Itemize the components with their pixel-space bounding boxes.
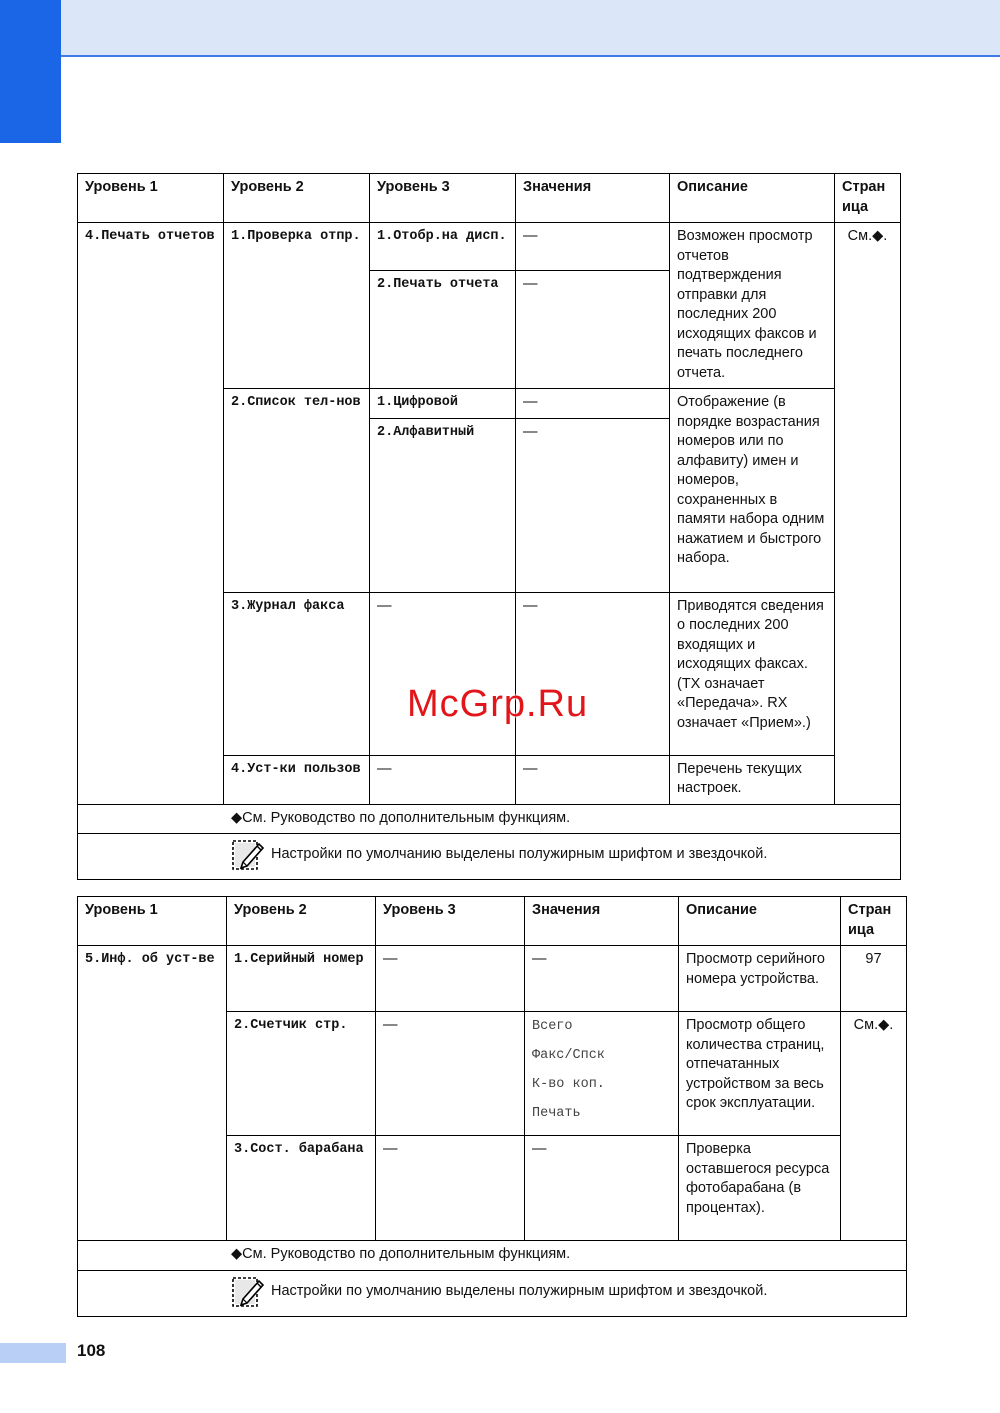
header-page: Стран ица bbox=[835, 174, 901, 223]
description-cell: Отображение (в порядке возрастания номеров или по алфавиту) имен и номеров, сохраненных в памяти набора одним нажатием и быстрого набора. bbox=[670, 389, 835, 593]
level3-cell: 1.Отобр.на дисп. bbox=[370, 223, 516, 271]
chapter-tab bbox=[0, 0, 61, 143]
footnote-row bbox=[78, 1241, 907, 1271]
page-number-strip bbox=[0, 1343, 66, 1363]
note-row bbox=[78, 1270, 907, 1316]
level3-cell: — bbox=[376, 1136, 525, 1241]
header-level1: Уровень 1 bbox=[78, 174, 224, 223]
values-cell: — bbox=[516, 755, 670, 804]
footnote-text: ◆См. Руководство по дополнительным функциям. bbox=[231, 809, 571, 826]
level2-cell: 1.Проверка отпр. bbox=[224, 223, 370, 389]
level1-cell: 5.Инф. об уст-ве bbox=[78, 946, 227, 1241]
header-description: Описание bbox=[670, 174, 835, 223]
values-cell: — bbox=[525, 946, 679, 1012]
level3-cell: — bbox=[376, 1012, 525, 1136]
table-header-row bbox=[78, 174, 901, 223]
page-number: 108 bbox=[77, 1341, 106, 1360]
values-cell bbox=[525, 1012, 679, 1136]
settings-table-2 bbox=[77, 896, 907, 1317]
level3-cell: 1.Цифровой bbox=[370, 389, 516, 419]
page-ref-cell: См.◆. bbox=[835, 223, 901, 805]
level3-cell: 2.Печать отчета bbox=[370, 270, 516, 388]
header-level3: Уровень 3 bbox=[370, 174, 516, 223]
level3-cell: — bbox=[370, 755, 516, 804]
page-ref-cell: 97 bbox=[841, 946, 907, 1012]
level1-cell: 4.Печать отчетов bbox=[78, 223, 224, 805]
settings-table-1 bbox=[77, 173, 901, 880]
note-row bbox=[78, 834, 901, 880]
note-pencil-icon bbox=[231, 1275, 265, 1309]
values-cell: — bbox=[516, 270, 670, 388]
header-level3: Уровень 3 bbox=[376, 897, 525, 946]
values-cell: — bbox=[516, 592, 670, 755]
note-text: Настройки по умолчанию выделены полужирным шрифтом и звездочкой. bbox=[271, 846, 768, 863]
header-level2: Уровень 2 bbox=[227, 897, 376, 946]
value-item: К-во коп. bbox=[532, 1077, 605, 1092]
description-cell: Возможен просмотр отчетов подтверждения отправки для последних 200 исходящих факсов и печать последнего отчета. bbox=[670, 223, 835, 389]
level2-cell: 3.Сост. барабана bbox=[227, 1136, 376, 1241]
values-cell: — bbox=[525, 1136, 679, 1241]
value-item: Всего bbox=[532, 1019, 573, 1034]
level2-cell: 2.Счетчик стр. bbox=[227, 1012, 376, 1136]
level2-cell: 4.Уст-ки пользов bbox=[224, 755, 370, 804]
description-cell: Приводятся сведения о последних 200 входящих и исходящих факсах. (TX означает «Передача». RX означает «Прием».) bbox=[670, 592, 835, 755]
header-level2: Уровень 2 bbox=[224, 174, 370, 223]
level2-cell: 3.Журнал факса bbox=[224, 592, 370, 755]
description-cell: Перечень текущих настроек. bbox=[670, 755, 835, 804]
page-ref-cell: См.◆. bbox=[841, 1012, 907, 1241]
header-page: Стран ица bbox=[841, 897, 907, 946]
header-band bbox=[0, 0, 1000, 57]
header-level1: Уровень 1 bbox=[78, 897, 227, 946]
level3-cell: — bbox=[370, 592, 516, 755]
table-row bbox=[78, 946, 907, 1012]
header-values: Значения bbox=[516, 174, 670, 223]
value-item: Факс/Спск bbox=[532, 1048, 605, 1063]
header-description: Описание bbox=[679, 897, 841, 946]
values-cell: — bbox=[516, 223, 670, 271]
value-item: Печать bbox=[532, 1106, 581, 1121]
note-pencil-icon bbox=[231, 838, 265, 872]
table-header-row bbox=[78, 897, 907, 946]
level2-cell: 1.Серийный номер bbox=[227, 946, 376, 1012]
note-text: Настройки по умолчанию выделены полужирным шрифтом и звездочкой. bbox=[271, 1282, 768, 1299]
table-row bbox=[78, 223, 901, 271]
values-cell: — bbox=[516, 418, 670, 592]
header-values: Значения bbox=[525, 897, 679, 946]
description-cell: Просмотр общего количества страниц, отпечатанных устройством за весь срок эксплуатации. bbox=[679, 1012, 841, 1136]
level3-cell: — bbox=[376, 946, 525, 1012]
level2-cell: 2.Список тел-нов bbox=[224, 389, 370, 593]
values-cell: — bbox=[516, 389, 670, 419]
footnote-row bbox=[78, 804, 901, 834]
description-cell: Проверка оставшегося ресурса фотобарабана (в процентах). bbox=[679, 1136, 841, 1241]
footnote-text: ◆См. Руководство по дополнительным функциям. bbox=[231, 1246, 571, 1262]
watermark-text: McGrp.Ru bbox=[407, 683, 589, 725]
description-cell: Просмотр серийного номера устройства. bbox=[679, 946, 841, 1012]
level3-cell: 2.Алфавитный bbox=[370, 418, 516, 592]
